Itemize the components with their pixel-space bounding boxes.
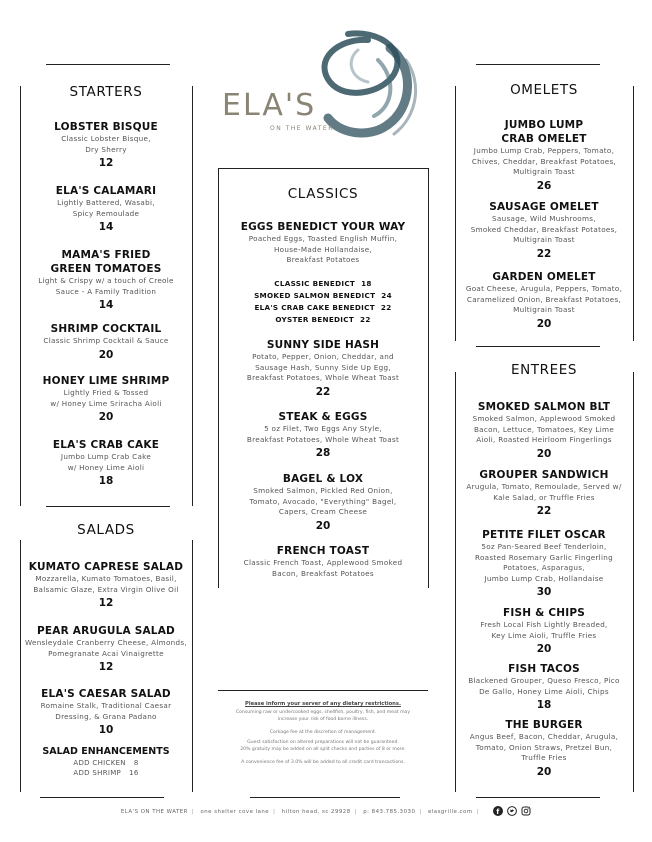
item-name: LOBSTER BISQUE <box>54 121 158 133</box>
item-desc: Lightly Battered, Wasabi, <box>57 198 155 207</box>
svg-text:f: f <box>496 808 500 816</box>
menu-item <box>455 528 633 599</box>
item-desc: Mozzarella, Kumato Tomatoes, Basil, <box>35 574 177 583</box>
item-name: SUNNY SIDE HASH <box>266 339 380 351</box>
left-column <box>20 58 192 796</box>
section-title-omelets: OMELETS <box>510 82 578 98</box>
section-title-entrees: ENTREES <box>510 362 578 378</box>
divider <box>192 540 193 792</box>
menu-item <box>218 338 428 399</box>
item-desc: Lightly Fried & Tossed <box>63 388 149 397</box>
item-desc: Breakfast Potatoes <box>286 255 360 264</box>
item-desc: Multigrain Toast <box>513 167 575 176</box>
item-price: 12 <box>98 661 114 673</box>
notice-line: Consuming raw or undercooked eggs, shellfish, poultry, fish, and meat may <box>235 710 411 715</box>
item-name: JUMBO LUMP <box>504 119 584 131</box>
item-desc: Classic Lobster Bisque, <box>61 134 151 143</box>
item-desc: Tomato, Onion Straws, Pretzel Bun, <box>475 742 613 752</box>
section-title-classics: CLASSICS <box>287 186 359 202</box>
menu-item <box>455 468 633 518</box>
item-price: 22 <box>315 385 331 398</box>
item-desc: Smoked Cheddar, Breakfast Potatoes, <box>470 224 618 234</box>
item-name: FISH & CHIPS <box>503 607 585 619</box>
item-desc: w/ Honey Lime Sriracha Aioli <box>50 398 162 408</box>
logo-name: ELA'S <box>222 88 317 123</box>
item-price: 10 <box>98 724 114 736</box>
item-price: 12 <box>98 597 114 609</box>
item-desc: Roasted Rosemary Garlic Fingerling <box>474 552 613 562</box>
enhancement-row: ADD SHRIMP 16 <box>73 769 139 777</box>
item-desc: Jumbo Lump Crab, Peppers, Tomato, <box>473 146 615 155</box>
benedict-row: CLASSIC BENEDICT 18 <box>274 279 372 288</box>
menu-item <box>455 400 633 461</box>
item-name: ELA'S CAESAR SALAD <box>41 688 171 700</box>
item-desc: Dressing, & Grana Padano <box>55 711 157 721</box>
item-price: 22 <box>536 247 552 260</box>
salad-enhancements <box>20 746 192 778</box>
item-price: 20 <box>536 317 552 330</box>
item-name: PEAR ARUGULA SALAD <box>37 625 175 637</box>
menu-item <box>455 718 633 779</box>
benedict-row: ELA'S CRAB CAKE BENEDICT 22 <box>254 303 392 312</box>
item-price: 18 <box>98 475 114 487</box>
menu-item <box>20 624 192 674</box>
menu-item <box>455 606 633 656</box>
twitter-icon[interactable] <box>507 806 517 816</box>
item-desc: Tomato, Avocado, "Everything" Bagel, <box>249 496 397 506</box>
item-desc: 5 oz Filet, Two Eggs Any Style, <box>264 424 382 433</box>
item-price: 20 <box>536 447 552 460</box>
item-desc: House-Made Hollandaise, <box>273 244 373 254</box>
item-price: 14 <box>98 299 114 311</box>
menu-item <box>20 322 192 362</box>
menu-item <box>20 184 192 234</box>
item-price: 30 <box>536 586 552 598</box>
item-desc: Potatoes, Asparagus, <box>503 563 585 572</box>
item-price: 20 <box>536 765 552 778</box>
facebook-icon[interactable] <box>493 806 503 816</box>
item-name: BAGEL & LOX <box>282 473 364 485</box>
item-desc: Goat Cheese, Arugula, Peppers, Tomato, <box>465 284 623 293</box>
item-desc: w/ Honey Lime Aioli <box>67 462 145 472</box>
right-column <box>455 58 633 796</box>
menu-item <box>455 118 633 193</box>
item-desc: Truffle Fries <box>521 753 567 762</box>
menu-item <box>218 410 428 460</box>
dietary-notice <box>218 700 428 766</box>
item-name: ELA'S CRAB CAKE <box>52 439 160 451</box>
item-price: 20 <box>315 519 331 532</box>
item-name: PETITE FILET OSCAR <box>482 529 606 541</box>
menu-item <box>218 544 428 579</box>
item-desc: De Gallo, Honey Lime Aioli, Chips <box>479 686 609 696</box>
section-title-salads: SALADS <box>77 522 135 538</box>
menu-item <box>20 438 192 488</box>
menu-item <box>455 662 633 712</box>
item-desc: Jumbo Lump Crab, Hollandaise <box>484 573 604 583</box>
item-desc: Pomegranate Acai Vinaigrette <box>48 648 164 658</box>
item-name: HONEY LIME SHRIMP <box>42 375 170 387</box>
item-name: GARDEN OMELET <box>492 271 596 283</box>
item-desc: Poached Eggs, Toasted English Muffin, <box>248 234 398 243</box>
section-title-starters: STARTERS <box>69 84 143 100</box>
social-links <box>493 806 531 816</box>
notice-line: 20% gratuity may be added on all split checks and parties of 8 or more. <box>240 747 406 752</box>
footer-address: one shelter cove lane <box>200 808 270 815</box>
item-price: 22 <box>536 505 552 517</box>
item-desc: Breakfast Potatoes, Whole Wheat Toast <box>246 373 400 382</box>
menu-item <box>218 472 428 533</box>
menu-item <box>455 270 633 331</box>
item-desc: Dry Sherry <box>85 144 127 154</box>
item-name: MAMA'S FRIED <box>61 249 151 261</box>
item-name: SHRIMP COCKTAIL <box>50 323 162 335</box>
enhancement-row: ADD CHICKEN 8 <box>73 759 139 767</box>
item-desc: Key Lime Aioli, Truffle Fries <box>491 630 597 640</box>
item-desc: Caramelized Onion, Breakfast Potatoes, <box>466 294 622 304</box>
enhancements-title: SALAD ENHANCEMENTS <box>42 746 170 757</box>
divider <box>428 168 429 588</box>
item-price: 28 <box>315 447 331 459</box>
footer-city: hilton head, sc 29928 <box>281 808 351 815</box>
item-name: GROUPER SANDWICH <box>479 469 609 481</box>
item-price: 20 <box>536 643 552 655</box>
item-desc: Romaine Stalk, Traditional Caesar <box>40 701 172 710</box>
item-name: SAUSAGE OMELET <box>489 201 599 213</box>
item-price: 20 <box>98 411 114 423</box>
item-price: 20 <box>98 348 114 361</box>
item-desc: Angus Beef, Bacon, Cheddar, Arugula, <box>469 732 619 741</box>
menu-item <box>455 200 633 261</box>
item-name: THE BURGER <box>505 719 583 731</box>
divider <box>40 797 164 798</box>
item-name: SMOKED SALMON BLT <box>477 401 611 413</box>
item-desc: Blackened Grouper, Queso Fresco, Pico <box>468 676 620 685</box>
item-name: GREEN TOMATOES <box>50 263 162 275</box>
notice-line: Corkage fee at the discretion of management. <box>269 730 377 735</box>
item-desc: Aioli, Roasted Heirloom Fingerlings <box>476 435 612 444</box>
menu-item <box>20 560 192 610</box>
item-name: FISH TACOS <box>508 663 580 675</box>
item-desc: Fresh Local Fish Lightly Breaded, <box>480 620 608 629</box>
item-desc: Jumbo Lump Crab Cake <box>60 452 152 461</box>
divider <box>192 86 193 506</box>
menu-item <box>218 220 428 266</box>
menu-item <box>20 374 192 424</box>
item-desc: Sausage Hash, Sunny Side Up Egg, <box>255 362 391 372</box>
item-desc: Chives, Cheddar, Breakfast Potatoes, <box>471 156 617 166</box>
item-price: 26 <box>536 179 552 192</box>
item-desc: Arugula, Tomato, Remoulade, Served w/ <box>466 482 622 491</box>
item-price: 14 <box>98 221 114 233</box>
item-price: 12 <box>98 157 114 169</box>
item-desc: Multigrain Toast <box>513 305 575 314</box>
instagram-icon[interactable] <box>521 806 531 816</box>
menu-item <box>20 120 192 170</box>
divider <box>476 797 600 798</box>
item-desc: Multigrain Toast <box>513 235 575 244</box>
logo-tagline: ON THE WATER <box>270 125 334 132</box>
divider <box>633 86 634 341</box>
item-desc: Wensleydale Cranberry Cheese, Almonds, <box>24 638 187 647</box>
divider <box>250 797 400 798</box>
item-desc: Sausage, Wild Mushrooms, <box>492 214 596 223</box>
item-price: 18 <box>536 699 552 711</box>
menu-item <box>20 687 192 737</box>
item-name: KUMATO CAPRESE SALAD <box>28 561 184 573</box>
notice-line: Guest satisfaction on altered preparations will not be guaranteed. <box>247 740 399 745</box>
item-desc: Smoked Salmon, Applewood Smoked <box>472 414 616 423</box>
footer: ELA'S ON THE WATER | one shelter cove lane | hilton head, sc 29928 | p: 843.785.3030 | elasgrille.com | f <box>0 806 652 820</box>
item-desc: Bacon, Lettuce, Tomatoes, Key Lime <box>473 424 615 434</box>
item-desc: Light & Crispy w/ a touch of Creole <box>38 276 174 285</box>
benedict-row: OYSTER BENEDICT 22 <box>275 315 371 324</box>
item-desc: Smoked Salmon, Pickled Red Onion, <box>253 486 393 495</box>
restaurant-logo <box>218 30 428 148</box>
notice-heading: Please inform your server of any dietary restrictions. <box>245 701 401 707</box>
notice-line: increase your risk of food borne illness. <box>277 717 369 722</box>
item-desc: Sauce - A Family Tradition <box>55 286 157 296</box>
item-name: FRENCH TOAST <box>276 545 370 557</box>
item-desc: Capers, Cream Cheese <box>278 507 368 516</box>
menu-item <box>20 248 192 312</box>
item-desc: Spicy Remoulade <box>72 208 140 218</box>
notice-line: A convenience fee of 3.0% will be added to all credit card transactions. <box>241 760 405 765</box>
footer-restaurant-name: ELA'S ON THE WATER <box>120 808 188 815</box>
item-desc: Bacon, Breakfast Potatoes <box>272 568 374 578</box>
item-desc: Potato, Pepper, Onion, Cheddar, and <box>252 352 394 361</box>
item-desc: 5oz Pan-Seared Beef Tenderloin, <box>481 542 607 551</box>
benedict-row: SMOKED SALMON BENEDICT 24 <box>254 291 392 300</box>
benedict-list <box>218 278 428 326</box>
middle-column <box>218 160 428 708</box>
item-desc: Balsamic Glaze, Extra Virgin Olive Oil <box>33 584 179 594</box>
item-desc: Classic Shrimp Cocktail & Sauce <box>43 336 169 345</box>
item-desc: Breakfast Potatoes, Whole Wheat Toast <box>246 434 400 444</box>
item-desc: Kale Salad, or Truffle Fries <box>493 492 595 502</box>
divider <box>633 372 634 792</box>
footer-phone[interactable]: p: 843.785.3030 <box>363 808 416 815</box>
item-name: ELA'S CALAMARI <box>55 185 157 197</box>
footer-website-link[interactable]: elasgrille.com <box>427 808 473 815</box>
item-name: CRAB OMELET <box>501 133 587 145</box>
item-desc: Classic French Toast, Applewood Smoked <box>243 558 403 567</box>
item-name: STEAK & EGGS <box>278 411 368 423</box>
item-name: EGGS BENEDICT YOUR WAY <box>240 221 406 233</box>
